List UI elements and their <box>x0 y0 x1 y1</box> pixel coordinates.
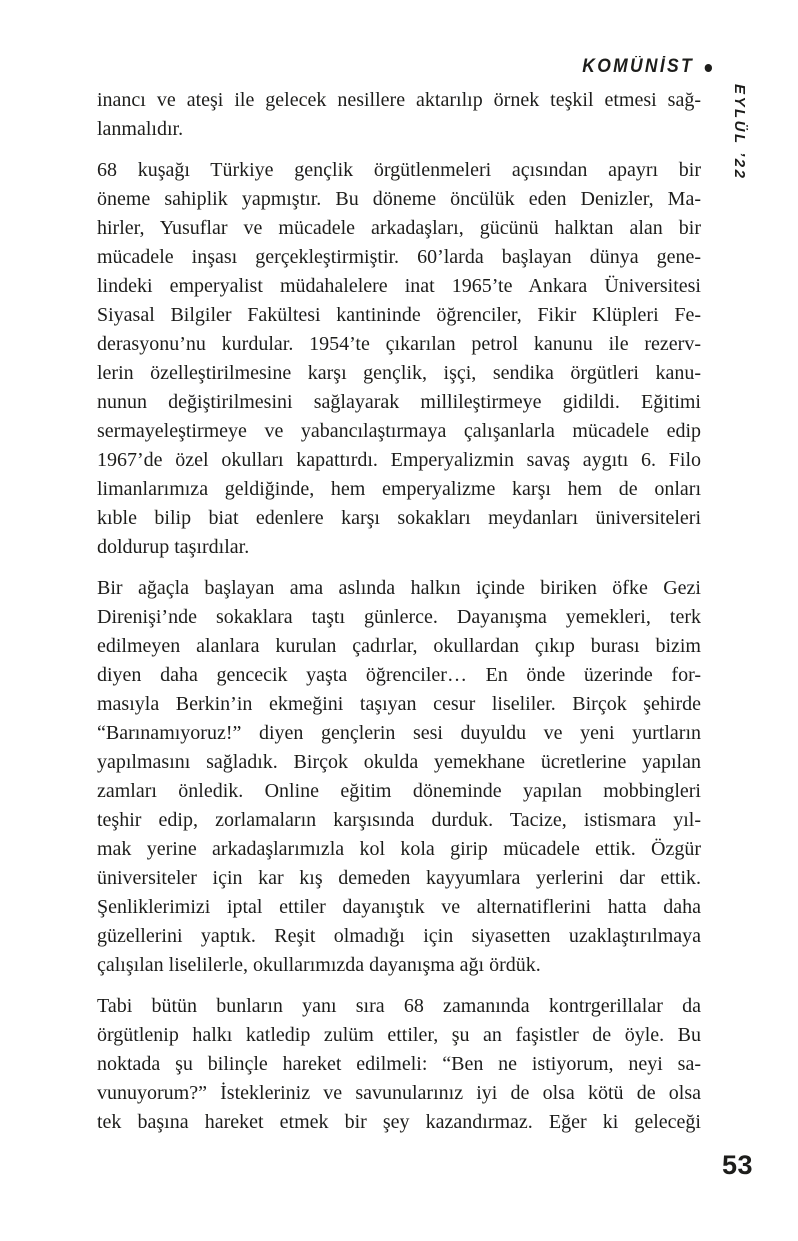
text-line: masıyla Berkin’in ekmeğini taşıyan cesur liseliler. Birçok şehirde <box>97 693 701 715</box>
text-line: çalışılan liselilerle, okullarımızda dayanışma ağı ördük. <box>97 954 541 976</box>
text-line: Direnişi’nde sokaklara taştı günlerce. Dayanışma yemekleri, terk <box>97 606 701 628</box>
text-line: Bir ağaçla başlayan ama aslında halkın içinde biriken öfke Gezi <box>97 577 701 599</box>
paragraph <box>97 156 701 562</box>
magazine-title: KOMÜNİST <box>581 56 694 77</box>
text-line: zamları önledik. Online eğitim döneminde yapılan mobbingleri <box>97 780 701 802</box>
text-line: lerin özelleştirilmesine karşı gençlik, işçi, sendika örgütleri kanu- <box>97 362 701 384</box>
page-number: 53 <box>721 1150 753 1180</box>
text-line: inancı ve ateşi ile gelecek nesillere aktarılıp örnek teşkil etmesi sağ- <box>97 89 701 111</box>
text-line: mücadele inşası gerçekleştirmiştir. 60’larda başlayan dünya gene- <box>97 246 701 268</box>
bullet-icon <box>705 64 712 72</box>
issue-date-vertical: EYLÜL ’22 <box>731 84 748 181</box>
text-line: 68 kuşağı Türkiye gençlik örgütlenmeleri açısından apayrı bir <box>97 159 701 181</box>
text-line: kıble bilip biat edenlere karşı sokakları meydanları üniversiteleri <box>97 507 701 529</box>
text-line: doldurup taşırdılar. <box>97 536 250 558</box>
running-header <box>582 56 712 78</box>
paragraph <box>97 574 701 980</box>
text-line: Tabi bütün bunların yanı sıra 68 zamanında kontrgerillalar da <box>97 995 701 1017</box>
text-line: hirler, Yusuflar ve mücadele arkadaşları, gücünü halktan alan bir <box>97 217 701 239</box>
text-line: diyen daha gencecik yaşta öğrenciler… En önde üzerinde for- <box>97 664 701 686</box>
text-line: lindeki emperyalist müdahalelere inat 1965’te Ankara Üniversitesi <box>97 275 701 297</box>
text-line: yapılmasını sağladık. Birçok okulda yemekhane ücretlerine yapılan <box>97 751 701 773</box>
text-line: üniversiteler için kar kış demeden kayyumlara yerlerini dar ettik. <box>97 867 701 889</box>
paragraph <box>97 86 701 144</box>
text-line: 1967’de özel okulları kapattırdı. Emperyalizmin savaş aygıtı 6. Filo <box>97 449 701 471</box>
text-line: nunun değiştirilmesini sağlayarak millileştirmeye gidildi. Eğitimi <box>97 391 701 413</box>
text-line: sermayeleştirmeye ve yabancılaştırmaya çalışanlarla mücadele edip <box>97 420 701 442</box>
text-line: güzellerini yaptık. Reşit olmadığı için siyasetten uzaklaştırılmaya <box>97 925 701 947</box>
article-body <box>97 86 701 1149</box>
text-line: derasyonu’nu kurdular. 1954’te çıkarılan petrol kanunu ile rezerv- <box>97 333 701 355</box>
text-line: teşhir edip, zorlamaların karşısında durduk. Tacize, istismara yıl- <box>97 809 701 831</box>
text-line: Siyasal Bilgiler Fakültesi kantininde öğrenciler, Fikir Klüpleri Fe- <box>97 304 701 326</box>
paragraph <box>97 992 701 1137</box>
text-line: Şenliklerimizi iptal ettiler dayanıştık ve alternatiflerini hatta daha <box>97 896 701 918</box>
text-line: öneme sahiplik yapmıştır. Bu döneme öncülük eden Denizler, Ma- <box>97 188 701 210</box>
text-line: lanmalıdır. <box>97 118 184 140</box>
text-line: “Barınamıyoruz!” diyen gençlerin sesi duyuldu ve yeni yurtların <box>97 722 701 744</box>
text-line: mak yerine arkadaşlarımızla kol kola girip mücadele ettik. Özgür <box>97 838 701 860</box>
text-line: noktada şu bilinçle hareket edilmeli: “Ben ne istiyorum, neyi sa- <box>97 1053 701 1075</box>
text-line: tek başına hareket etmek bir şey kazandırmaz. Eğer ki geleceği <box>97 1111 701 1133</box>
text-line: örgütlenip halkı katledip zulüm ettiler, şu an faşistler de öyle. Bu <box>97 1024 701 1046</box>
text-line: limanlarımıza geldiğinde, hem emperyalizme karşı hem de onları <box>97 478 701 500</box>
text-line: edilmeyen alanlara kurulan çadırlar, okullardan çıkıp burası bizim <box>97 635 701 657</box>
text-line: vunuyorum?” İstekleriniz ve savunularınız iyi de olsa kötü de olsa <box>97 1082 701 1104</box>
